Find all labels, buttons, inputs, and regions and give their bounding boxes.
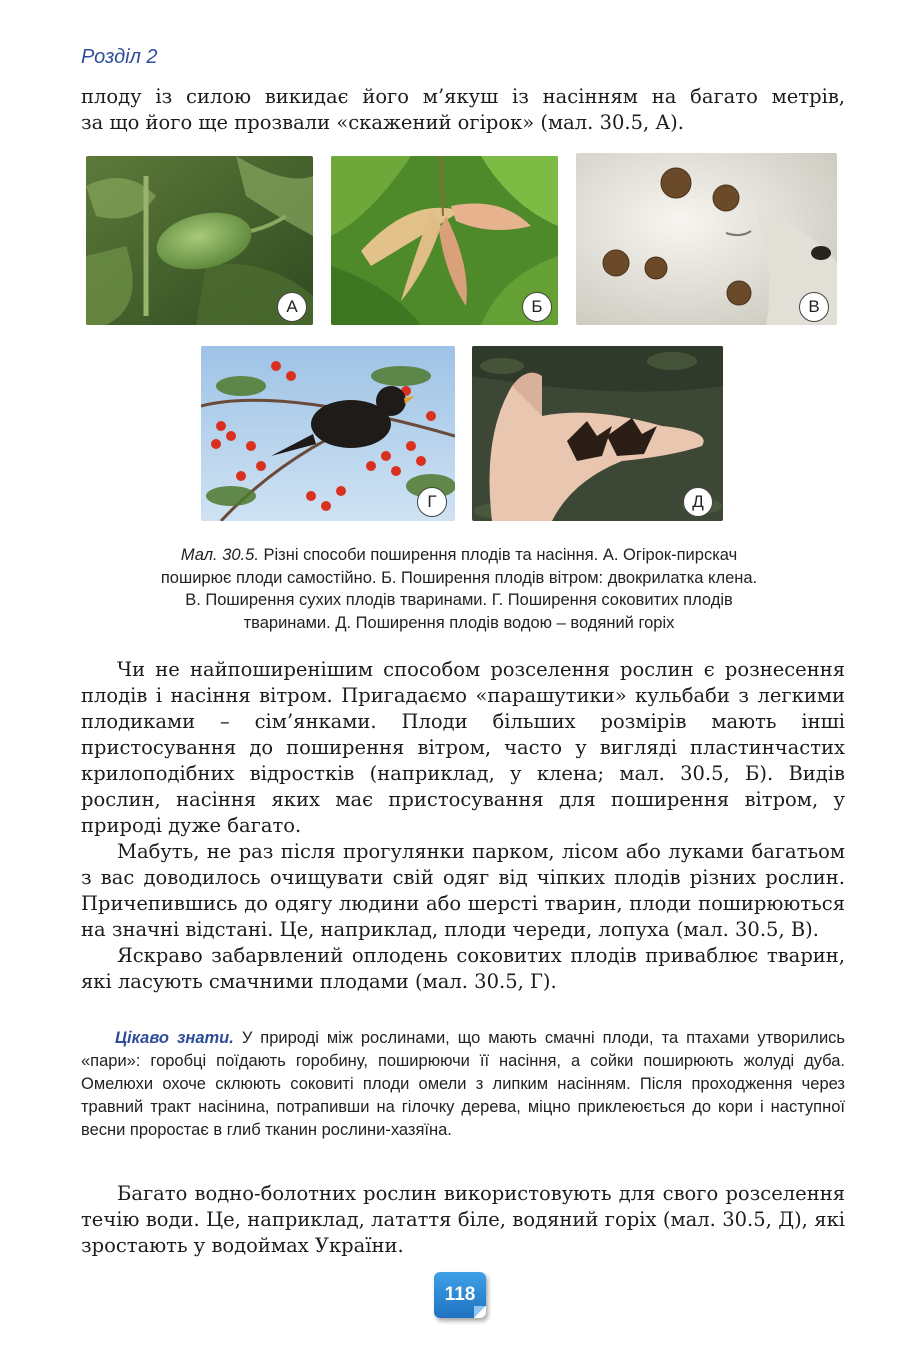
blackbird-illustration	[201, 346, 455, 521]
intro-line: за що його ще прозвали «скажений огірок» (мал. 30.5, А).	[81, 111, 684, 134]
section-label: Розділ 2	[81, 46, 158, 68]
paragraph: Яскраво забарвлений оплодень соковитих плодів приваблює тварин, які ласують смачними плодами (мал. 30.5, Г).	[81, 944, 845, 993]
caption-text: Різні способи поширення плодів та насіння. А. Огірок-пирскач	[263, 546, 738, 564]
closing-text	[81, 1181, 845, 1259]
caption-line: поширює плоди самостійно. Б. Поширення плодів вітром: двокрилатка клена.	[160, 568, 758, 587]
body-text	[81, 657, 845, 995]
caption-line: В. Поширення сухих плодів тваринами. Г. Поширення соковитих плодів	[185, 591, 733, 609]
caption-number: Мал. 30.5.	[180, 546, 259, 564]
intro-line: плоду із силою викидає його м’якуш із насінням на багато метрів,	[81, 85, 845, 108]
photo-label-badge: Г	[417, 487, 447, 517]
photo-burrs-on-dog	[576, 153, 837, 325]
paragraph: Мабуть, не раз після прогулянки парком, лісом або луками багатьом з вас доводилось очищувати свій одяг від чіпких плодів різних рослин. Причепившись до одягу людини або шерсті тварин, плоди поширюються на значні відстані. Це, наприклад, плоди череди, лопуха (мал. 30.5, В).	[81, 840, 845, 941]
intro-text	[81, 84, 845, 136]
page-number: 118	[434, 1272, 486, 1318]
photo-label-badge: Б	[522, 292, 552, 322]
caption-line: тваринами. Д. Поширення плодів водою – водяний горіх	[243, 613, 675, 632]
photo-water-chestnut	[472, 346, 723, 521]
photo-label-badge: А	[277, 292, 307, 322]
info-box	[81, 1027, 845, 1142]
dog-burrs-illustration	[576, 153, 837, 325]
photo-maple-samaras	[331, 156, 558, 325]
photo-blackbird-rowan	[201, 346, 455, 521]
figure-caption	[95, 544, 823, 634]
caption-line	[95, 544, 823, 567]
photo-label-badge: В	[799, 292, 829, 322]
paragraph: Багато водно-болотних рослин використовують для свого розселення течію води. Це, наприклад, латаття біле, водяний горіх (мал. 30.5, Д), які зростають у водоймах України.	[81, 1182, 845, 1257]
photo-label-badge: Д	[683, 487, 713, 517]
info-box-title: Цікаво знати.	[115, 1029, 234, 1047]
paragraph: Чи не найпоширенішим способом розселення рослин є рознесення плодів і насіння вітром. Пригадаємо «парашутики» кульбаби з легкими плодиками – сім’янками. Плоди більших розмірів мають інші пристосування до поширення вітром, часто у вигляді пластинчастих крилоподібних відростків (наприклад, у клена; мал. 30.5, Б). Видів рослин, насіння яких має пристосування для поширення вітром, у природі дуже багато.	[81, 658, 845, 837]
photo-squirting-cucumber	[86, 156, 313, 325]
info-box-text: У природі між рослинами, що мають смачні плоди, та птахами утворились «пари»: горобці поїдають горобину, поширюючи її насіння, а сойки поширюють жолуді дуба. Омелюхи охоче склюють соковиті плоди омели з липким насінням. Після проходження через травний тракт насінина, потрапивши на гілочку дерева, міцно приклеюється до кори і наступної весни проростає в глиб тканин рослини-хазяїна.	[81, 1029, 846, 1139]
